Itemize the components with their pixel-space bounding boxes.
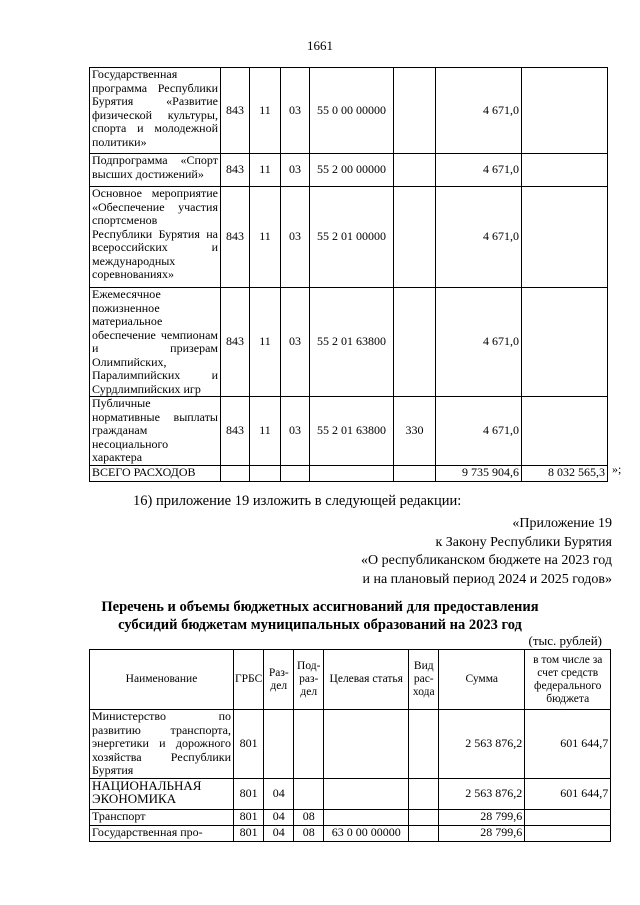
row-sum-2: [522, 154, 608, 187]
row-grbs: 801: [234, 778, 264, 809]
row-razdel: 11: [250, 68, 281, 154]
row-podrazdel: [294, 710, 324, 779]
row-target: 63 0 00 00000: [324, 825, 409, 841]
row-name: Основное мероприятие «Обеспечение участия спортсменов Республики Бурятия на всероссийских и международных соревнованиях»: [90, 187, 221, 288]
row-target: [324, 809, 409, 825]
row-name: Государственная про-: [90, 825, 234, 841]
row-name: ВСЕГО РАСХОДОВ: [90, 465, 221, 481]
row-podrazdel: 03: [281, 154, 310, 187]
row-sum: 2 563 876,2: [439, 710, 525, 779]
closing-quote: »;: [612, 462, 622, 476]
header-razdel: Раз-дел: [264, 650, 294, 710]
header-podrazdel: Под-раз-дел: [294, 650, 324, 710]
row-sum: 4 671,0: [436, 187, 522, 288]
row-grbs: 801: [234, 825, 264, 841]
row-sum: 4 671,0: [436, 397, 522, 466]
row-sum: 9 735 904,6: [436, 465, 522, 481]
row-expense-type: [409, 825, 439, 841]
header-sum: Сумма: [439, 650, 525, 710]
row-razdel: 11: [250, 187, 281, 288]
row-name: Министерство по развитию транспорта, энергетики и дорожного хозяйства Республики Бурятия: [90, 710, 234, 779]
title-line-2: субсидий бюджетам муниципальных образований на 2023 год: [118, 617, 522, 633]
table-row: [90, 397, 608, 466]
appendix-line-4: и на плановый период 2024 и 2025 годов»: [362, 572, 612, 587]
table-row: [90, 778, 611, 809]
header-expense-type: Вид рас-хода: [409, 650, 439, 710]
header-grbs: ГРБС: [234, 650, 264, 710]
row-grbs: 843: [221, 187, 250, 288]
header-target: Целевая статья: [324, 650, 409, 710]
table-row: [90, 809, 611, 825]
row-federal: 601 644,7: [525, 710, 611, 779]
row-expense-type: [394, 154, 436, 187]
row-razdel: 11: [250, 154, 281, 187]
header-name: Наименование: [90, 650, 234, 710]
row-grbs: 843: [221, 397, 250, 466]
row-target: [324, 710, 409, 779]
title-line-1: Перечень и объемы бюджетных ассигнований для предоставления: [101, 599, 539, 615]
row-podrazdel: 03: [281, 187, 310, 288]
appendix-line-2: к Закону Республики Бурятия: [435, 535, 612, 550]
amendment-paragraph: 16) приложение 19 изложить в следующей редакции:: [133, 493, 462, 509]
row-sum-2: [522, 397, 608, 466]
row-razdel: 04: [264, 825, 294, 841]
row-expense-type: [394, 68, 436, 154]
row-grbs: 801: [234, 710, 264, 779]
table-row: [90, 68, 608, 154]
page-number: 1661: [307, 38, 333, 53]
budget-table-continued: [89, 67, 608, 482]
row-federal: [525, 825, 611, 841]
row-razdel: 11: [250, 397, 281, 466]
row-podrazdel: 03: [281, 397, 310, 466]
row-target: 55 2 01 63800: [310, 288, 394, 397]
table-row: [90, 187, 608, 288]
row-expense-type: [394, 187, 436, 288]
row-podrazdel: 08: [294, 809, 324, 825]
row-grbs: 843: [221, 68, 250, 154]
row-name: Публичные нормативные выплаты гражданам несоциального характера: [90, 397, 221, 466]
document-title: [0, 598, 640, 634]
header-federal: в том числе за счет средств федерального бюджета: [525, 650, 611, 710]
row-podrazdel: 03: [281, 288, 310, 397]
table-row: [90, 825, 611, 841]
row-razdel: [250, 465, 281, 481]
row-sum-2: 8 032 565,3: [522, 465, 608, 481]
table-header-row: [90, 650, 611, 710]
subsidies-table: [89, 649, 611, 842]
row-sum: 4 671,0: [436, 288, 522, 397]
row-grbs: 843: [221, 154, 250, 187]
row-target: 55 2 00 00000: [310, 154, 394, 187]
row-sum: 4 671,0: [436, 154, 522, 187]
row-expense-type: 330: [394, 397, 436, 466]
row-name: Подпрограмма «Спорт высших достижений»: [90, 154, 221, 187]
row-podrazdel: 03: [281, 68, 310, 154]
row-federal: 601 644,7: [525, 778, 611, 809]
row-target: 55 2 01 63800: [310, 397, 394, 466]
row-podrazdel: [281, 465, 310, 481]
row-sum: 2 563 876,2: [439, 778, 525, 809]
row-expense-type: [394, 288, 436, 397]
row-name: НАЦИОНАЛЬНАЯ ЭКОНОМИКА: [90, 778, 234, 809]
row-razdel: 04: [264, 809, 294, 825]
row-grbs: 843: [221, 288, 250, 397]
row-sum: 28 799,6: [439, 825, 525, 841]
row-grbs: 801: [234, 809, 264, 825]
table-row: [90, 710, 611, 779]
table-row-total: [90, 465, 608, 481]
row-federal: [525, 809, 611, 825]
row-name: Ежемесячное пожизненное материальное обеспечение чемпионам и призерам Олимпийских, Паралимпийских и Сурдлимпийских игр: [90, 288, 221, 397]
row-target: [310, 465, 394, 481]
row-expense-type: [409, 710, 439, 779]
row-sum: 28 799,6: [439, 809, 525, 825]
row-razdel: 04: [264, 778, 294, 809]
row-razdel: 11: [250, 288, 281, 397]
row-podrazdel: [294, 778, 324, 809]
row-sum: 4 671,0: [436, 68, 522, 154]
row-sum-2: [522, 288, 608, 397]
unit-label: (тыс. рублей): [528, 633, 602, 648]
table-row: [90, 288, 608, 397]
row-sum-2: [522, 187, 608, 288]
row-target: 55 0 00 00000: [310, 68, 394, 154]
row-expense-type: [409, 809, 439, 825]
row-expense-type: [394, 465, 436, 481]
row-razdel: [264, 710, 294, 779]
row-target: 55 2 01 00000: [310, 187, 394, 288]
row-target: [324, 778, 409, 809]
row-podrazdel: 08: [294, 825, 324, 841]
row-name: Государственная программа Республики Бурятия «Развитие физической культуры, спорта и молодежной политики»: [90, 68, 221, 154]
row-sum-2: [522, 68, 608, 154]
row-grbs: [221, 465, 250, 481]
row-name: Транспорт: [90, 809, 234, 825]
table-row: [90, 154, 608, 187]
row-expense-type: [409, 778, 439, 809]
appendix-line-1: «Приложение 19: [512, 516, 612, 531]
appendix-line-3: «О республиканском бюджете на 2023 год: [361, 553, 612, 568]
